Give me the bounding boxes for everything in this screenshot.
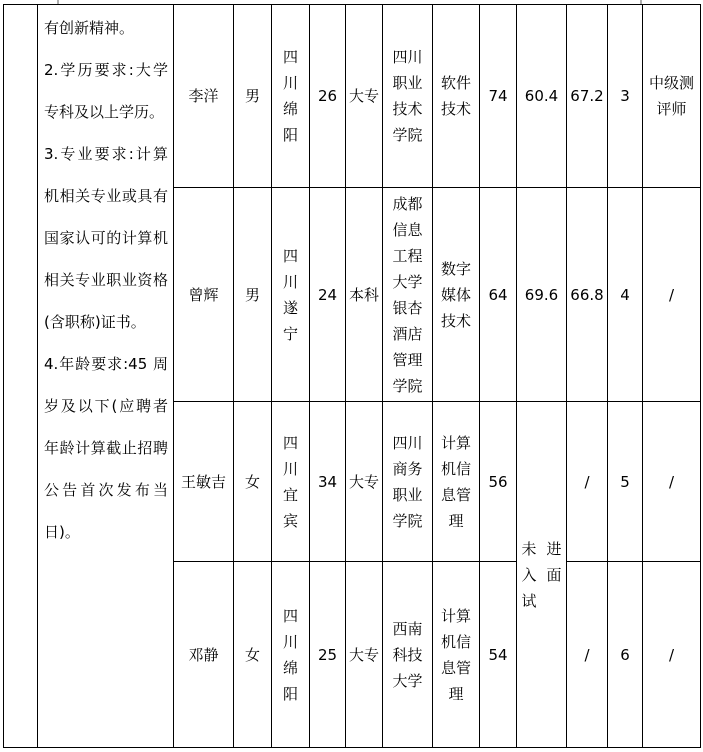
gender-cell-r1	[234, 5, 272, 188]
written-score: 56	[488, 472, 508, 491]
birthplace-cell-r2	[272, 188, 310, 402]
certificate: /	[668, 472, 675, 491]
gender: 男	[244, 285, 260, 304]
age-cell-r1	[310, 5, 346, 188]
certificate: /	[668, 285, 675, 304]
certificate-cell-r3	[643, 402, 700, 562]
rank-cell-r3	[608, 402, 643, 562]
birthplace: 四川遂宁	[282, 246, 298, 343]
total-score-cell-r3	[567, 402, 608, 562]
rank-cell-r2	[608, 188, 643, 402]
birthplace: 四川绵阳	[282, 48, 298, 144]
education: 本科	[348, 285, 379, 304]
total-score: /	[584, 472, 590, 491]
birthplace-cell-r1	[272, 5, 310, 188]
birthplace: 四川绵阳	[282, 606, 298, 703]
written-score: 64	[488, 285, 508, 304]
major: 数字媒体技术	[440, 259, 471, 330]
certificate-cell-r1	[643, 5, 700, 188]
education: 大专	[348, 472, 379, 491]
interview-score: 69.6	[524, 285, 559, 304]
total-score: 66.8	[570, 285, 604, 304]
requirement-line: 4.年龄要求:45 周岁及以下(应聘者年龄计算截止招聘公告首次发布当日)。	[44, 355, 168, 541]
school: 四川职业技术学院	[392, 48, 423, 144]
age-cell-r4	[310, 562, 346, 747]
school-cell-r1	[383, 5, 433, 188]
written-score: 74	[488, 87, 508, 105]
education-cell-r3	[346, 402, 383, 562]
major-cell-r2	[433, 188, 480, 402]
gender-cell-r3	[234, 402, 272, 562]
major-cell-r3	[433, 402, 480, 562]
rank: 4	[620, 285, 630, 304]
age: 24	[317, 285, 338, 304]
no-interview-note: 未进入面试	[521, 539, 562, 610]
candidate-name: 邓静	[188, 645, 219, 664]
education-cell-r1	[346, 5, 383, 188]
requirement-line: 有创新精神。	[44, 19, 135, 37]
rank: 3	[620, 87, 630, 105]
interview-score-cell-r2	[517, 188, 567, 402]
school-cell-r2	[383, 188, 433, 402]
age: 25	[317, 645, 338, 664]
no-interview-merged-cell	[517, 402, 567, 747]
rank: 5	[620, 472, 630, 491]
certificate: 中级测评师	[648, 74, 694, 118]
age: 34	[317, 472, 338, 491]
major-cell-r1	[433, 5, 480, 188]
written-score-cell-r3	[480, 402, 517, 562]
name-cell-r1	[174, 5, 234, 188]
major: 软件技术	[440, 74, 471, 118]
name-cell-r2	[174, 188, 234, 402]
total-score-cell-r2	[567, 188, 608, 402]
requirements-note-cell	[38, 5, 174, 747]
school-cell-r4	[383, 562, 433, 747]
total-score-cell-r1	[567, 5, 608, 188]
written-score: 54	[488, 645, 508, 664]
certificate-cell-r2	[643, 188, 700, 402]
gender: 女	[244, 472, 260, 491]
interview-score: 60.4	[524, 87, 559, 105]
written-score-cell-r1	[480, 5, 517, 188]
written-score-cell-r2	[480, 188, 517, 402]
major-cell-r4	[433, 562, 480, 747]
gender-cell-r2	[234, 188, 272, 402]
empty-left-column	[4, 5, 38, 747]
candidate-name: 李洋	[188, 87, 219, 105]
education: 大专	[348, 87, 379, 105]
major: 计算机信息管理	[440, 433, 471, 530]
education-cell-r4	[346, 562, 383, 747]
interview-score-cell-r1	[517, 5, 567, 188]
school: 西南科技大学	[392, 619, 423, 690]
birthplace: 四川宜宾	[282, 433, 298, 530]
candidate-name: 王敏吉	[180, 472, 226, 491]
education-cell-r2	[346, 188, 383, 402]
school: 四川商务职业学院	[392, 433, 423, 530]
name-cell-r3	[174, 402, 234, 562]
birthplace-cell-r3	[272, 402, 310, 562]
total-score-cell-r4	[567, 562, 608, 747]
school-cell-r3	[383, 402, 433, 562]
age-cell-r3	[310, 402, 346, 562]
candidate-name: 曾辉	[188, 285, 219, 304]
rank: 6	[620, 645, 630, 664]
requirement-line: 3.专业要求:计算机相关专业或具有国家认可的计算机相关专业职业资格(含职称)证书。	[44, 145, 168, 331]
gender: 男	[244, 87, 260, 105]
requirement-line: 2.学历要求:大学专科及以上学历。	[44, 61, 168, 121]
age-cell-r2	[310, 188, 346, 402]
name-cell-r4	[174, 562, 234, 747]
certificate: /	[668, 645, 675, 664]
certificate-cell-r4	[643, 562, 700, 747]
rank-cell-r4	[608, 562, 643, 747]
total-score: 67.2	[570, 87, 604, 105]
birthplace-cell-r4	[272, 562, 310, 747]
written-score-cell-r4	[480, 562, 517, 747]
rank-cell-r1	[608, 5, 643, 188]
gender-cell-r4	[234, 562, 272, 747]
gender: 女	[244, 645, 260, 664]
school: 成都信息工程大学银杏酒店管理学院	[392, 194, 423, 395]
total-score: /	[584, 645, 590, 664]
major: 计算机信息管理	[440, 606, 471, 703]
age: 26	[317, 87, 338, 105]
candidate-results-table	[3, 4, 701, 748]
education: 大专	[348, 645, 379, 664]
